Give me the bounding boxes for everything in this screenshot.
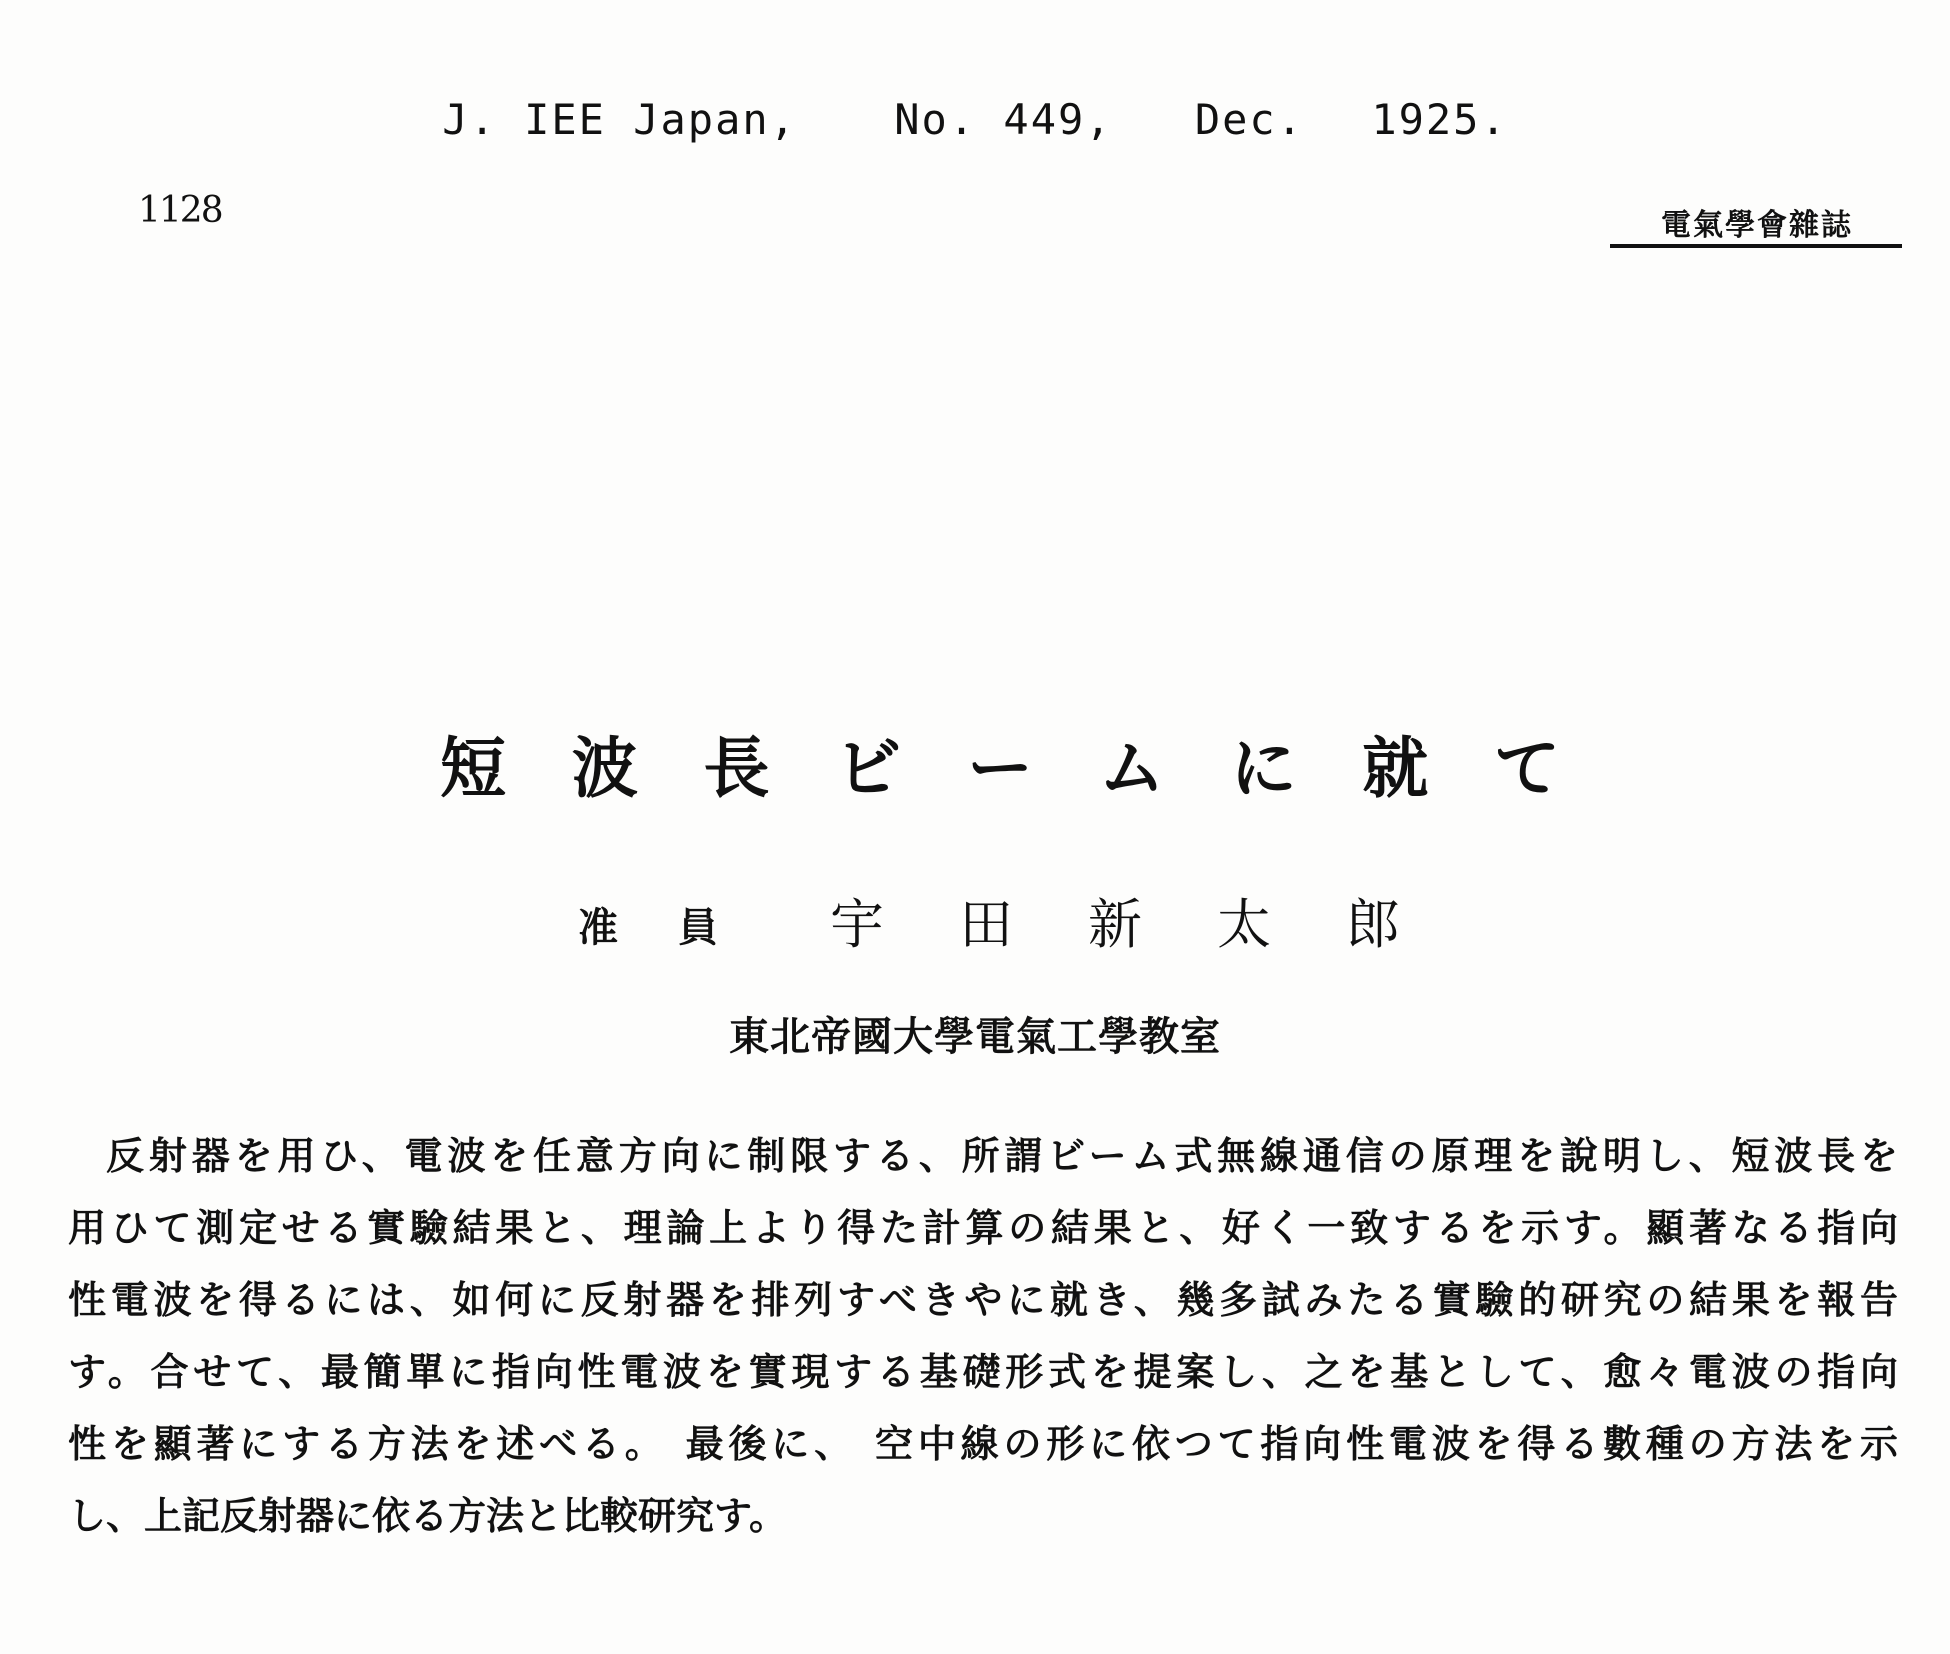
journal-name-ja: 電氣學會雜誌: [1661, 208, 1853, 243]
author-name-char: 宇: [830, 893, 884, 956]
affiliation: 東北帝國大學電氣工學教室: [729, 1014, 1221, 1060]
author-name-char: 太: [1217, 893, 1271, 956]
author-name-char: 田: [959, 893, 1013, 956]
journal-issue: No. 449,: [894, 95, 1113, 144]
journal-title: J. IEE Japan,: [442, 95, 797, 144]
title-char: 波: [571, 730, 638, 807]
abstract-line: す。合せて、最簡單に指向性電波を實現する基礎形式を提案し、之を基として、愈々電波の指向: [68, 1350, 1898, 1394]
journal-year: 1925.: [1371, 95, 1508, 144]
author-name-char: 新: [1088, 893, 1142, 956]
member-class-char: 准: [578, 905, 618, 951]
abstract-line: 性電波を得るには、如何に反射器を排列すべきやに就き、幾多試みたる實驗的研究の結果を報告: [68, 1278, 1898, 1322]
article-title: [440, 715, 1560, 810]
title-char: 短: [440, 730, 506, 807]
abstract-line: 反射器を用ひ、電波を任意方向に制限する、所謂ビーム式無線通信の原理を說明し、短波長を: [106, 1134, 1898, 1178]
author-line: [0, 882, 1950, 956]
title-char: ビ: [835, 730, 902, 807]
header-rule: [1610, 244, 1902, 248]
title-char: 就: [1362, 730, 1429, 807]
abstract-line: し、上記反射器に依る方法と比較研究す。: [68, 1494, 787, 1538]
abstract-line: 用ひて測定せる實驗結果と、理論上より得た計算の結果と、好く一致するを示す。顯著なる指向: [68, 1206, 1898, 1250]
title-char: 長: [703, 730, 770, 807]
journal-month: Dec.: [1194, 95, 1305, 144]
page-number: 1128: [138, 190, 222, 231]
author-name: [830, 882, 1400, 959]
member-class: [578, 896, 718, 953]
member-class-char: 員: [678, 905, 718, 951]
title-char: ム: [1098, 730, 1165, 807]
journal-citation: [0, 95, 1950, 144]
author-name-char: 郎: [1346, 893, 1400, 956]
title-char: に: [1230, 730, 1297, 807]
title-char: ー: [967, 730, 1033, 807]
title-char: て: [1494, 730, 1560, 807]
abstract-line: 性を顯著にする方法を述べる。 最後に、 空中線の形に依つて指向性電波を得る數種の方法を示: [68, 1422, 1898, 1466]
abstract: [68, 1120, 1898, 1552]
